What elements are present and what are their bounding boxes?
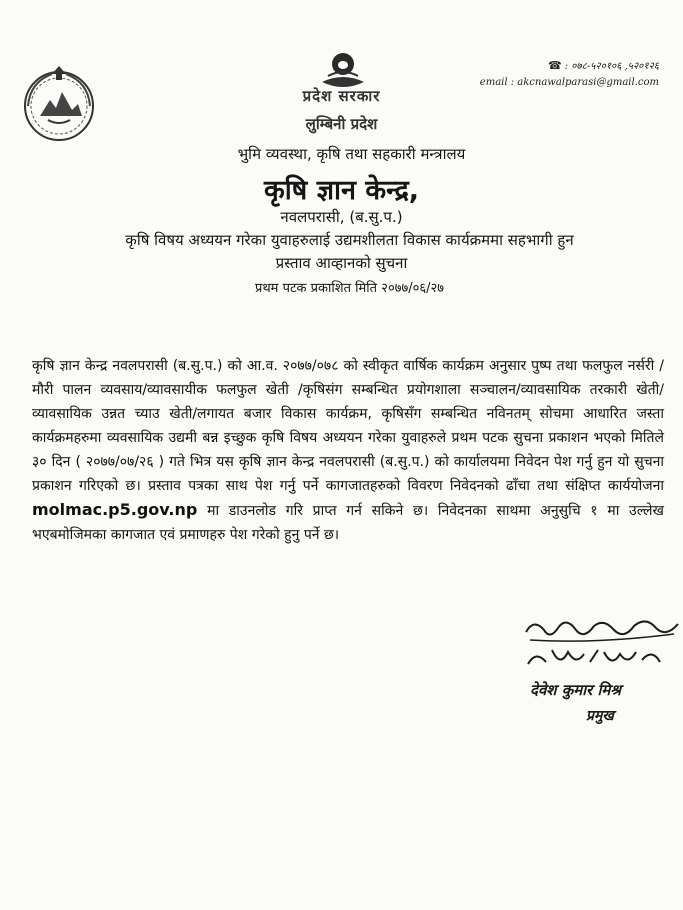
- body-text-part2: मा डाउनलोड गरि प्राप्त गर्न सकिने छ। निवेदनका साथमा अनुसुचि १ मा उल्लेख भएबमोजिमका कागजात एवं प्रमाणहरु पेश गरेको हुनु पर्ने छ।: [32, 503, 664, 543]
- notice-subject: कृषि विषय अध्ययन गरेका युवाहरुलाई उद्यमशीलता विकास कार्यक्रममा सहभागी हुन: [125, 231, 574, 249]
- publish-date: प्रथम पटक प्रकाशित मिति २०७७/०६/२७: [254, 281, 445, 296]
- handwritten-signature: [506, 610, 683, 690]
- phone-number: : ०७८-५२०१०६ ,५२०१२६: [564, 61, 659, 72]
- telephone-icon: ☎: [548, 59, 562, 72]
- province-heading: लुम्बिनी प्रदेश: [305, 115, 378, 133]
- notice-title: प्रस्ताव आव्हानको सुचना: [275, 254, 408, 272]
- office-title: कृषि ज्ञान केन्द्र,: [263, 175, 420, 206]
- ministry-heading: भुमि व्यवस्था, कृषि तथा सहकारी मन्त्रालय: [237, 145, 466, 163]
- government-heading: प्रदेश सरकार: [302, 87, 381, 105]
- notice-body: [32, 354, 664, 547]
- body-text-part1: कृषि ज्ञान केन्द्र नवलपरासी (ब.सु.प.) को आ.व. २०७७/०७८ को स्वीकृत वार्षिक कार्यक्रम अनुसार पुष्प तथा फलफुल नर्सरी /मौरी पालन व्यवसाय/व्यावसायीक फलफुल खेती /कृषिसंग सम्बन्धित प्रयोगशाला सञ्चालन/व्यावसायिक तरकारी खेती/व्यावसायिक उन्नत च्याउ खेती/लगायत बजार विकास कार्यक्रम, कृषिसँग सम्बन्धित नविनतम् सोचमा आधारित जस्ता कार्यक्रमहरुमा व्यवसायिक उद्यमी बन्न इच्छुक कृषि विषय अध्ययन गरेका युवाहरुले प्रथम पटक सुचना प्रकाशन भएको मितिले ३० दिन ( २०७७/०७/२६ ) गते भित्र यस कृषि ज्ञान केन्द्र नवलपरासी (ब.सु.प.) को कार्यालयमा निवेदन पेश गर्नु हुन यो सुचना प्रकाशन गरिएको छ। प्रस्ताव पत्रका साथ पेश गर्नु पर्ने कागजातहरुको विवरण निवेदनको ढाँचा तथा संक्षिप्त कार्ययोजना: [32, 358, 664, 494]
- website-link[interactable]: molmac.p5.gov.np: [32, 500, 198, 519]
- signatory-name: देवेश कुमार मिश्र: [530, 681, 621, 699]
- district-heading: नवलपरासी, (ब.सु.प.): [280, 208, 403, 226]
- phone-line: [480, 58, 659, 75]
- email-line: email : akcnawalparasi@gmail.com: [479, 77, 659, 88]
- signatory-title: प्रमुख: [586, 708, 614, 724]
